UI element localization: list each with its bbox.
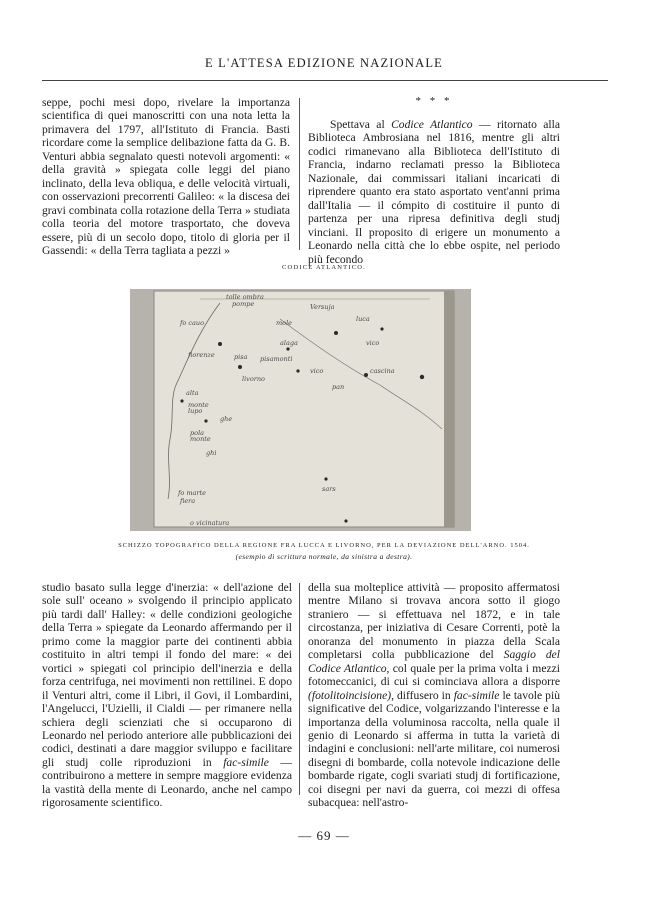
- svg-text:lupo: lupo: [188, 407, 203, 415]
- top-left-column: [42, 96, 290, 257]
- italic-term: fac-simile: [223, 755, 269, 769]
- column-divider-bottom: [299, 583, 300, 795]
- caption-note: [0, 551, 648, 562]
- svg-text:pisa: pisa: [234, 353, 248, 361]
- svg-text:vico: vico: [310, 367, 324, 375]
- caption-note-text: (esempio di scrittura normale, da sinistra a destra).: [235, 552, 413, 561]
- svg-text:fiorenze: fiorenze: [188, 351, 215, 359]
- italic-title: Codice Atlantico: [391, 118, 473, 131]
- svg-text:pisamonti: pisamonti: [260, 355, 293, 363]
- topographic-sketch: [130, 289, 471, 531]
- italic-title: Saggio del Codice Atlantico: [308, 648, 560, 675]
- text-run: — contribuirono a mettere in sempre maggiore evidenza la vastità della mente di Leonardo, anche nel campo rigorosamente scientifico.: [42, 755, 293, 810]
- figure-caption: [0, 540, 648, 562]
- svg-text:Versuja: Versuja: [310, 303, 335, 311]
- svg-text:fiera: fiera: [180, 497, 196, 505]
- svg-text:livorno: livorno: [242, 375, 265, 383]
- svg-text:ghi: ghi: [206, 449, 217, 457]
- svg-text:sars: sars: [322, 485, 336, 493]
- text-run: , col quale per la prima volta i mezzi fotomeccanici, di cui si cominciava allora a disporre: [308, 661, 560, 689]
- svg-text:pompe: pompe: [232, 300, 255, 308]
- svg-text:mole: mole: [276, 319, 293, 327]
- bottom-left-paragraph: [42, 581, 292, 810]
- svg-text:alaga: alaga: [280, 339, 298, 347]
- bottom-left-column: [42, 581, 292, 810]
- bottom-right-paragraph: [308, 581, 560, 810]
- italic-term: fac-simile: [453, 688, 500, 702]
- svg-text:fo cauo: fo cauo: [180, 319, 205, 327]
- svg-text:luca: luca: [356, 315, 370, 323]
- running-header: E L'ATTESA EDIZIONE NAZIONALE: [204, 56, 444, 70]
- svg-text:monte: monte: [188, 401, 209, 409]
- top-left-paragraph: seppe, pochi mesi dopo, rivelare la importanza scientifica di quei manoscritti con una nota letta la primavera del 1797, all'Istituto di Francia. Basti ricordare come la semplice delibazione fatta da G. B. Venturi abbia segnalato questi notevoli argomenti: « della gravità » spiegata colle leggi del piano inclinato, della leva obliqua, e delle velocità virtuali, con osservazioni precorrenti Galileo: « la discesa dei gravi combinata colla rotazione della Terra » studiata colla teoria del motore trasportato, che doveva essere, più di un secolo dopo, titolo di gloria per il Gassendi: « della Terra tagliata a pezzi »: [42, 96, 290, 257]
- svg-text:vico: vico: [366, 339, 380, 347]
- bottom-right-column: [308, 581, 560, 810]
- top-right-column: [308, 96, 560, 266]
- svg-text:tolle ombra: tolle ombra: [226, 293, 264, 301]
- text-run: , diffusero in: [391, 688, 454, 702]
- svg-text:monte: monte: [190, 435, 211, 443]
- svg-text:cascina: cascina: [370, 367, 395, 375]
- text-run: — ritornato alla Biblioteca Ambrosiana nel 1816, mentre gli altri codici rimanevano alla Biblioteca dell'Istituto di Francia, indarno reclamati presso la Biblioteca Nazionale, dai commissari italiani incaricati di riprendere quanto era stato asportato vent'anni prima dall'Italia — il cómpito di costituire il punto di partenza per una ripresa definitiva degli studj vinciani. Il proposito di erigere un monumento a Leonardo nella città che lo ebbe ospite, nel periodo più fecondo: [308, 118, 560, 266]
- page-number: — 69 —: [298, 828, 350, 843]
- text-run: Spettava al: [330, 118, 392, 131]
- svg-text:ghe: ghe: [220, 415, 233, 423]
- text-run: studio basato sulla legge d'inerzia: « dell'azione del sole sull' oceano » svolgendo il principio applicato più tardi dall' Halley: « delle condizioni geologiche della Terra » spiegate da Leonardo affermando per il primo come la maggior parte dei continenti abbia costituito in altri tempi il fondo del mare: « dei vortici » spiegati col principio dell'inerzia e della forza centrifuga, nei movimenti non rettilinei. E dopo il Venturi altri, come il Libri, il Govi, il Lombardini, l'Angelucci, l'Uzielli, il Cialdi — per rimanere nella schiera degli scienziati che si occuparono di Leonardo nel periodo anteriore alle pubblicazioni dei codici, destinati a dare maggior sviluppo e facilitare gli studj colle riproduzioni in: [42, 581, 292, 769]
- column-divider-top: [299, 98, 300, 250]
- svg-text:o vicinatura: o vicinatura: [190, 519, 230, 527]
- header-rule: [42, 80, 608, 81]
- italic-term: (fotolitoincisione): [308, 688, 392, 702]
- text-run: le tavole più significative del Codice, volgarizzando l'interesse e la importanza della voluminosa raccolta, nella quale il genio di Leonardo si afferma in tutta la varietà di indagini e conclusioni: nell'arte militare, coi numerosi disegni di bombarde, colla notevole indicazione delle bombarde rigate, cogli svariati studj di fortificazione, coi disegni per navi da guerra, coi mezzi di offesa subacquea: nell'astro-: [308, 688, 560, 810]
- top-right-paragraph: [308, 118, 560, 266]
- manuscript-sketch-image: [130, 289, 471, 531]
- svg-text:pan: pan: [332, 383, 345, 391]
- asterism: * * *: [415, 95, 453, 107]
- svg-text:pola: pola: [190, 429, 205, 437]
- figure-label: CODICE ATLANTICO.: [282, 264, 366, 271]
- svg-text:fo marte: fo marte: [178, 489, 206, 497]
- caption-main: SCHIZZO TOPOGRAFICO DELLA REGIONE FRA LUCCA E LIVORNO, PER LA DEVIAZIONE DELL'ARNO. 1504.: [118, 542, 530, 549]
- svg-text:alta: alta: [186, 389, 199, 397]
- text-run: della sua molteplice attività — proposito affermatosi mentre Milano si trovava ancora sotto il giogo straniero — si effettuava nel 1872, e in tale circostanza, per iniziativa di Cesare Correnti, potè la onoranza del monumento in piazza della Scala completarsi colla pubblicazione del: [308, 581, 560, 662]
